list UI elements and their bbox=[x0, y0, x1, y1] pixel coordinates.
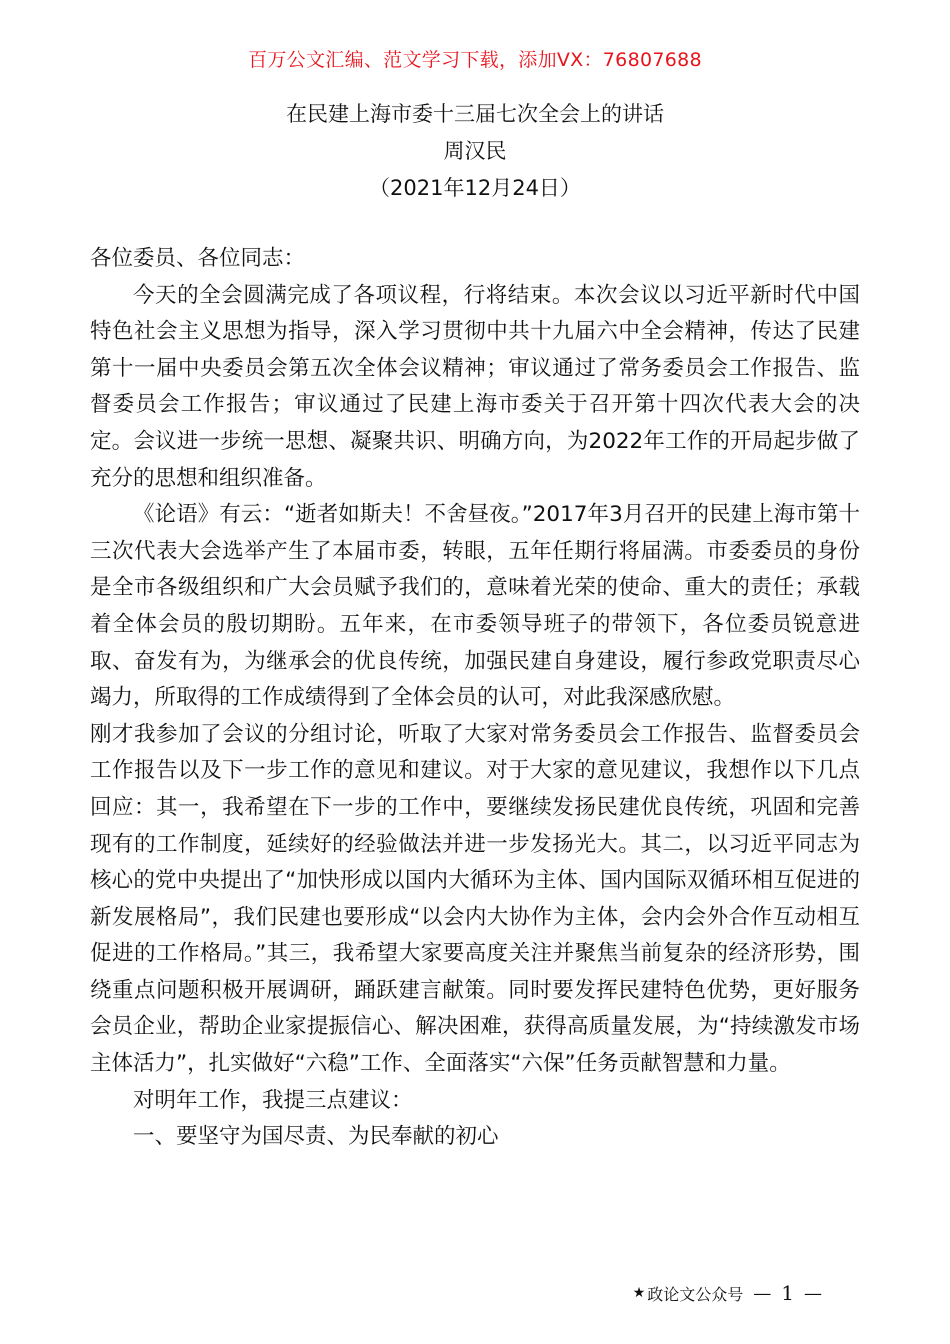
promo-banner: 百万公文汇编、范文学习下载，添加VX：76807688 bbox=[248, 49, 702, 71]
speech-date: （2021年12月24日） bbox=[369, 176, 581, 200]
section-heading-1: 一、要坚守为国尽责、为民奉献的初心 bbox=[133, 1124, 499, 1150]
paragraph-responses: 刚才我参加了会议的分组讨论，听取了大家对常务委员会工作报告、监督委员会工作报告以及下一步工作的意见和建议。对于大家的意见建议，我想作以下几点回应：其一，我希望在下一步的工作中，要继续发扬民建优良传统，巩固和完善现有的工作制度，延续好的经验做法并进一步发扬光大。其二，以习近平同志为核心的党中央提出了“加快形成以国内大循环为主体、国内国际双循环相互促进的新发展格局”，我们民建也要形成“以会内大协作为主体，会内会外合作互动相互促进的工作格局。”其三，我希望大家要高度关注并聚焦当前复杂的经济形势，围绕重点问题积极开展调研，踊跃建言献策。同时要发挥民建特色优势，更好服务会员企业，帮助企业家提振信心、解决困难，获得高质量发展，为“持续激发市场主体活力”，扎实做好“六稳”工作、全面落实“六保”任务贡献智慧和力量。 bbox=[90, 721, 860, 1077]
footer-dash-right: — bbox=[804, 1282, 822, 1304]
paragraph-analects: 《论语》有云：“逝者如斯夫！不舍昼夜。”2017年3月召开的民建上海市第十三次代表大会选举产生了本届市委，转眼，五年任期行将届满。市委委员的身份是全市各级组织和广大会员赋予我们的，意味着光荣的使命、重大的责任；承载着全体会员的殷切期盼。五年来，在市委领导班子的带领下，各位委员锐意进取、奋发有为，为继承会的优良传统，加强民建自身建设，履行参政党职责尽心竭力，所取得的工作成绩得到了全体会员的认可，对此我深感欣慰。 bbox=[90, 502, 860, 711]
footer-dash-left: — bbox=[753, 1282, 772, 1304]
speech-title: 在民建上海市委十三届七次全会上的讲话 bbox=[286, 102, 664, 126]
paragraph-suggestions-intro: 对明年工作，我提三点建议： bbox=[133, 1087, 413, 1113]
footer-source: 政论文公众号 bbox=[647, 1284, 744, 1304]
page-number: 1 bbox=[781, 1281, 794, 1305]
salutation: 各位委员、各位同志： bbox=[90, 246, 306, 271]
speaker-name: 周汉民 bbox=[443, 139, 507, 163]
speech-body bbox=[90, 241, 860, 1156]
page-footer bbox=[633, 1281, 832, 1305]
title-block bbox=[0, 96, 950, 207]
paragraph-opening: 今天的全会圆满完成了各项议程，行将结束。本次会议以习近平新时代中国特色社会主义思想为指导，深入学习贯彻中共十九届六中全会精神，传达了民建第十一届中央委员会第五次全体会议精神；审议通过了常务委员会工作报告、监督委员会工作报告；审议通过了民建上海市委关于召开第十四次代表大会的决定。会议进一步统一思想、凝聚共识、明确方向，为2022年工作的开局起步做了充分的思想和组织准备。 bbox=[90, 282, 860, 491]
star-icon: ★ bbox=[632, 1285, 646, 1301]
